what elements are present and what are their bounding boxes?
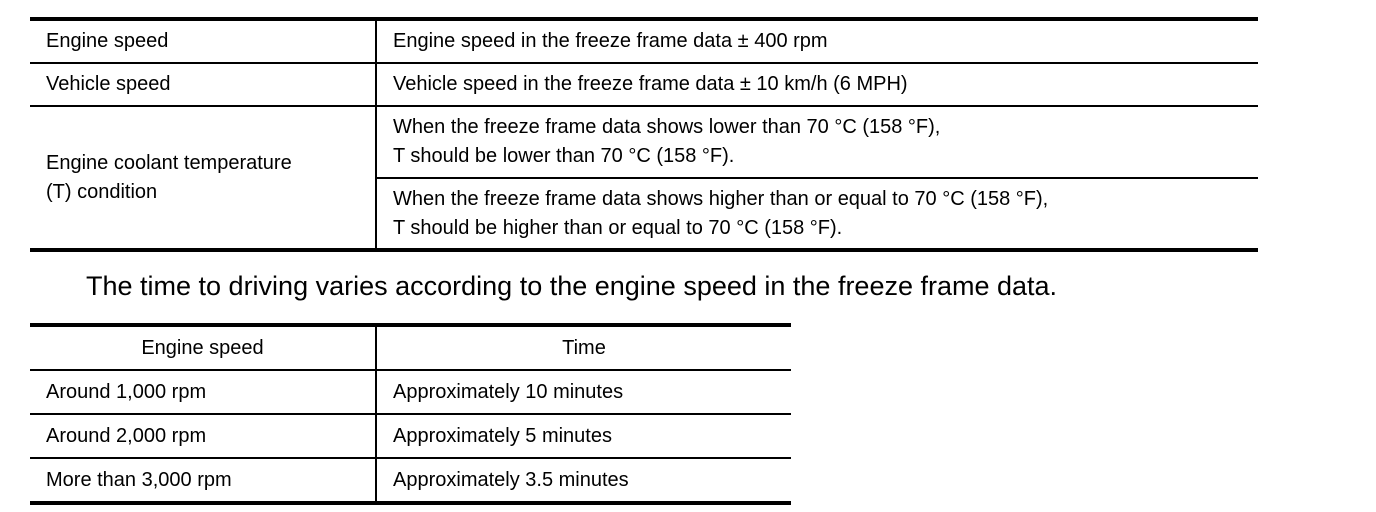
conditions-table: [30, 17, 1258, 252]
table-row: [30, 63, 1258, 106]
table-row: [30, 414, 791, 458]
time-cell: Approximately 3.5 minutes: [393, 468, 629, 491]
table-row: [30, 19, 1258, 63]
condition-label-line: (T) condition: [46, 180, 158, 203]
time-cell: Approximately 5 minutes: [376, 414, 791, 458]
table-row: [30, 106, 1258, 178]
condition-label-line: Engine coolant temperature: [46, 151, 292, 174]
condition-value: [376, 178, 1258, 250]
column-header: Engine speed: [30, 325, 376, 370]
condition-value-line: T should be higher than or equal to 70 °C (158 °F).: [393, 216, 843, 239]
column-header: Time: [376, 325, 791, 370]
note-text: The time to driving varies according to the engine speed in the freeze frame data.: [86, 271, 1058, 301]
time-table: [30, 323, 791, 505]
condition-label: [30, 106, 376, 250]
engine-speed-cell: Around 2,000 rpm: [30, 414, 376, 458]
condition-value-line: When the freeze frame data shows higher than or equal to 70 °C (158 °F),: [393, 187, 1049, 210]
engine-speed-cell: More than 3,000 rpm: [30, 458, 376, 503]
condition-value: Engine speed in the freeze frame data ± 400 rpm: [376, 19, 1258, 63]
condition-value: [376, 106, 1258, 178]
condition-label: Vehicle speed: [30, 63, 376, 106]
condition-value-line: T should be lower than 70 °C (158 °F).: [393, 145, 735, 167]
table-row: [30, 370, 791, 414]
condition-value-line: When the freeze frame data shows lower than 70 °C (158 °F),: [393, 116, 941, 138]
condition-value: Vehicle speed in the freeze frame data ± 10 km/h (6 MPH): [376, 63, 1258, 106]
condition-label: Engine speed: [30, 19, 376, 63]
table-header-row: [30, 325, 791, 370]
table-row: [30, 458, 791, 503]
time-cell: Approximately 10 minutes: [376, 370, 791, 414]
engine-speed-cell: Around 1,000 rpm: [30, 370, 376, 414]
